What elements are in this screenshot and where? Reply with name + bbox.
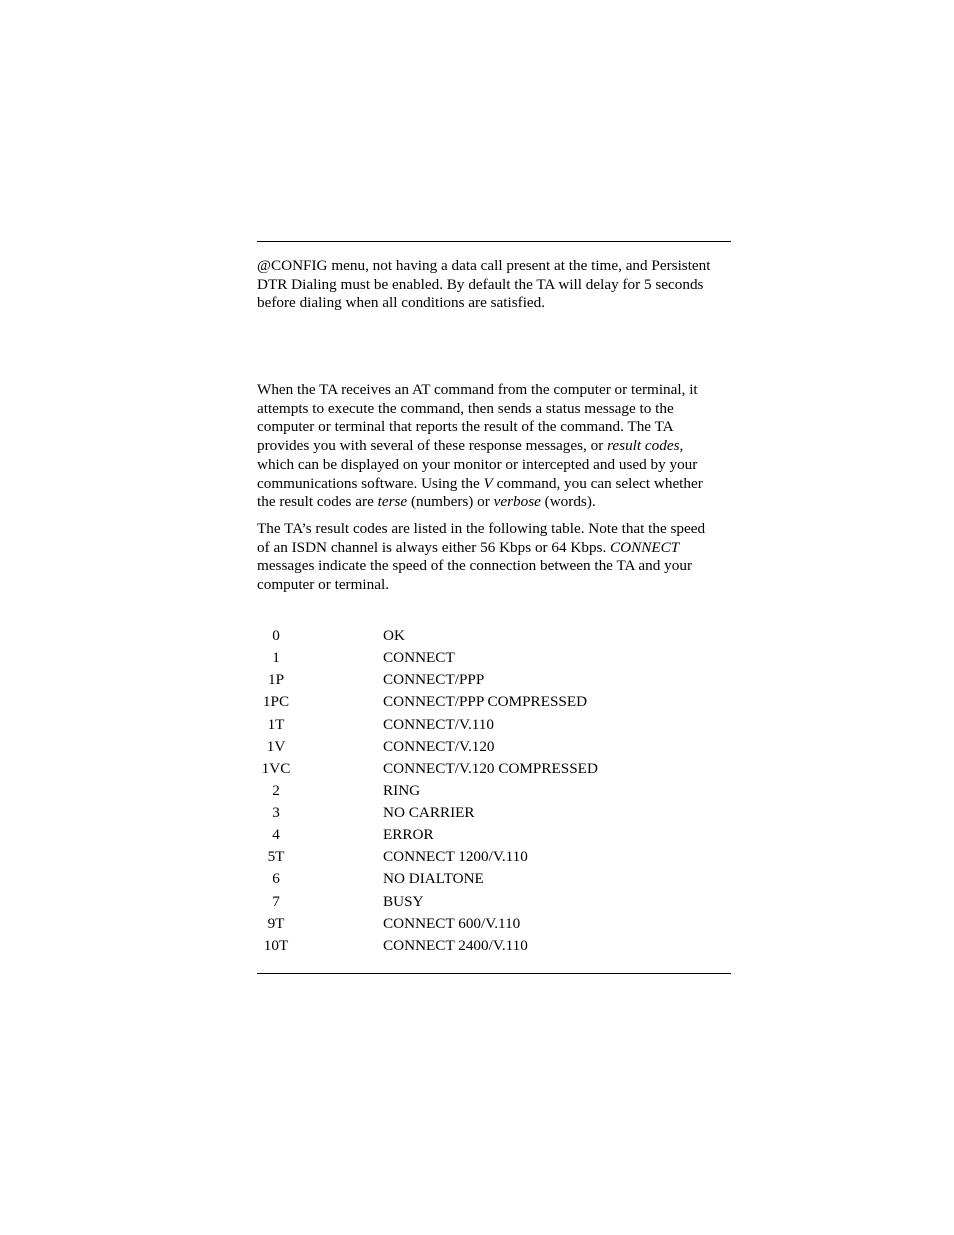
text-line: The TA’s result codes are listed in the following table. Note that the speed (257, 520, 706, 537)
text-line (257, 437, 731, 456)
result-code-message: CONNECT/PPP (383, 671, 485, 689)
result-code-message: CONNECT/V.120 COMPRESSED (383, 759, 598, 777)
text-run: (numbers) or (407, 493, 494, 511)
result-code-message: CONNECT 600/V.110 (383, 914, 521, 932)
result-code-message: OK (383, 627, 405, 644)
result-code-number: 1PC (262, 693, 290, 711)
text-line: messages indicate the speed of the connection between the TA and your (257, 557, 692, 575)
paragraph-result-codes-intro (257, 381, 731, 512)
table-row (257, 737, 731, 759)
text-line: computer or terminal that reports the result of the command. The TA (257, 418, 674, 436)
table-row (257, 803, 731, 825)
result-code-number: 5T (267, 848, 285, 866)
emphasis-verbose: verbose (493, 493, 541, 511)
text-run: communications software. Using the (257, 474, 484, 492)
result-code-message: NO CARRIER (383, 804, 475, 821)
result-code-message: RING (383, 781, 421, 799)
result-code-message: CONNECT/PPP COMPRESSED (383, 693, 588, 711)
result-code-message: CONNECT (383, 649, 455, 667)
emphasis-v-command: V (483, 474, 493, 492)
table-row (257, 759, 731, 781)
result-codes-table (257, 626, 731, 958)
result-code-number: 3 (272, 804, 280, 821)
result-code-message: NO DIALTONE (383, 870, 484, 888)
emphasis-connect: CONNECT (610, 538, 680, 556)
text-line: When the TA receives an AT command from the computer or terminal, it (257, 381, 698, 398)
table-row (257, 869, 731, 891)
result-code-message: ERROR (383, 826, 434, 844)
result-code-message: CONNECT/V.110 (383, 715, 494, 733)
result-code-number: 1 (272, 649, 280, 667)
result-code-number: 1T (267, 715, 285, 733)
text-line: computer or terminal. (257, 576, 390, 594)
text-run: the result codes are (257, 493, 378, 511)
text-line: @CONFIG menu, not having a data call present at the time, and Persistent (257, 257, 711, 274)
result-code-message: BUSY (383, 892, 424, 910)
result-code-number: 0 (272, 627, 280, 644)
result-code-number: 2 (272, 781, 280, 799)
text-line: which can be displayed on your monitor or intercepted and used by your (257, 455, 698, 473)
emphasis-result-codes: result codes, (607, 437, 684, 455)
result-code-number: 10T (263, 936, 289, 954)
table-row (257, 692, 731, 714)
table-row (257, 715, 731, 737)
table-row (257, 670, 731, 692)
result-code-number: 4 (272, 826, 280, 844)
text-run: command, you can select whether (492, 474, 703, 492)
text-line (257, 539, 731, 558)
result-code-message: CONNECT/V.120 (383, 737, 495, 755)
paragraph-config-note (257, 257, 731, 313)
table-row (257, 914, 731, 936)
text-run: of an ISDN channel is always either 56 Kbps or 64 Kbps. (257, 538, 611, 556)
result-code-number: 7 (272, 892, 280, 910)
result-code-number: 1V (266, 737, 286, 755)
result-code-number: 1VC (261, 759, 291, 777)
text-line: attempts to execute the command, then sends a status message to the (257, 399, 674, 417)
paragraph-speed-note (257, 520, 731, 595)
text-line (257, 493, 731, 512)
result-code-number: 9T (267, 914, 285, 932)
text-run: provides you with several of these response messages, or (257, 437, 608, 455)
table-row (257, 825, 731, 847)
table-row (257, 847, 731, 869)
table-row (257, 892, 731, 914)
table-row (257, 781, 731, 803)
result-code-message: CONNECT 1200/V.110 (383, 848, 528, 866)
emphasis-terse: terse (377, 493, 408, 511)
top-rule (257, 241, 731, 242)
result-code-number: 1P (267, 671, 285, 689)
table-row (257, 648, 731, 670)
bottom-rule (257, 973, 731, 974)
text-line: DTR Dialing must be enabled. By default the TA will delay for 5 seconds (257, 275, 704, 293)
text-line (257, 475, 731, 494)
table-row (257, 936, 731, 958)
result-code-number: 6 (272, 870, 280, 888)
text-run: (words). (540, 493, 596, 511)
result-code-message: CONNECT 2400/V.110 (383, 936, 528, 954)
text-line: before dialing when all conditions are satisfied. (257, 294, 546, 312)
table-row (257, 626, 731, 648)
